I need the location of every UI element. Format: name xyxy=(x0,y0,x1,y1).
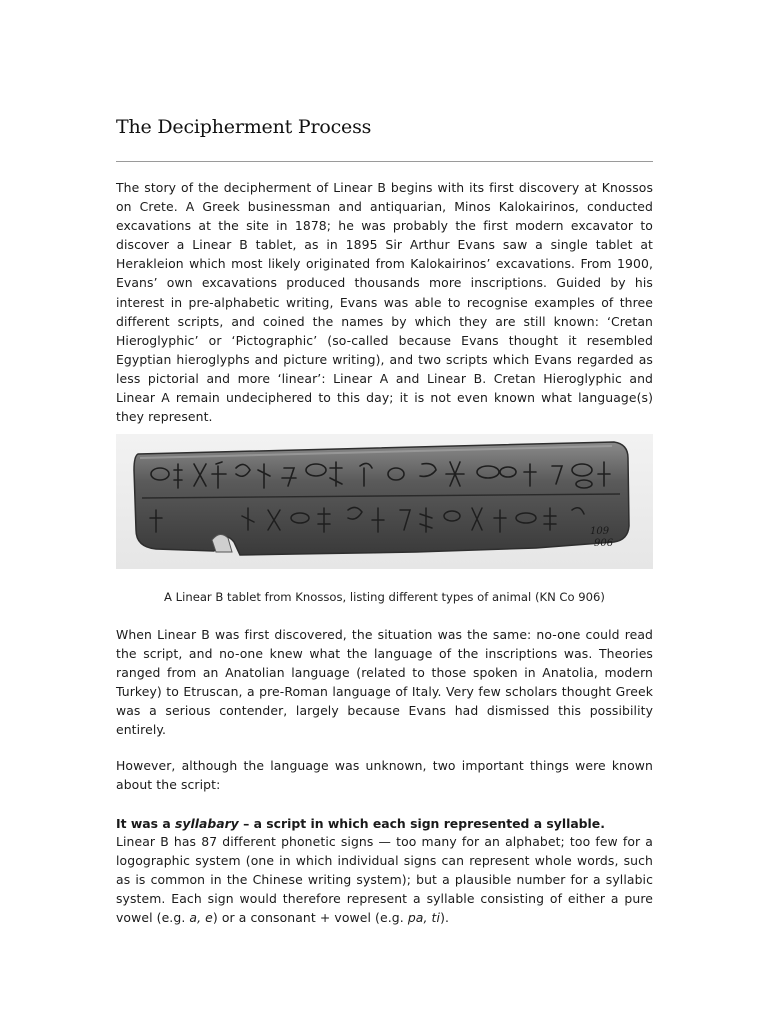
script-facts-paragraph: However, although the language was unknown, two important things were known about the script: xyxy=(116,758,653,793)
vowel-examples: a, e xyxy=(189,910,213,926)
heading-suffix: – a script in which each sign represented a syllable. xyxy=(238,816,605,831)
syllabary-text: Linear B has 87 different phonetic signs — too many for an alphabet; too few for a logographic system (one in which individual signs can represent whole words, such as is common in the Chinese writing system); but a plausible number for a syllabic system. Each sign would therefore represent a syllable consisting of either a pure vowel (e.g. xyxy=(116,834,653,926)
intro-paragraph: The story of the decipherment of Linear B begins with its first discovery at Knossos on Crete. A Greek businessman and antiquarian, Minos Kalokairinos, conducted excavations at the site in 1878; he was probably the first modern excavator to discover a Linear B tablet, as in 1895 Sir Arthur Evans saw a single tablet at Herakleion which most likely originated from Kalokairinos’ excavations. From 1900, Evans’ own excavations produced thousands more inscriptions. Guided by his interest in pre-alphabetic writing, Evans was able to recognise examples of three different scripts, and coined the names by which they are still known: ‘Cretan Hieroglyphic’ or ‘Pictographic’ (so-called because Evans thought it resembled Egyptian hieroglyphs and picture writing), and two scripts which Evans regarded as less pictorial and more ‘linear’: Linear A and Linear B. Cretan Hieroglyphic and Linear A remain undeciphered to this day; it is not even known what language(s) they represent. xyxy=(116,180,653,425)
cv-examples: pa, ti xyxy=(407,910,441,926)
syllabary-paragraph xyxy=(116,832,653,927)
tablet-figure xyxy=(116,434,653,569)
heading-term: syllabary xyxy=(175,816,239,831)
syllabary-middle: ) or a consonant + vowel (e.g. xyxy=(212,910,408,926)
figure-caption: A Linear B tablet from Knossos, listing different types of animal (KN Co 906) xyxy=(164,590,605,604)
heading-prefix: It was a xyxy=(116,816,176,831)
title-divider xyxy=(116,161,653,162)
discovery-paragraph: When Linear B was first discovered, the situation was the same: no-one could read the script, and no-one knew what the language of the inscriptions was. Theories ranged from an Anatolian language (related to those spoken in Anatolia, modern Turkey) to Etruscan, a pre-Roman language of Italy. Very few scholars thought Greek was a serious contender, largely because Evans had dismissed this possibility entirely. xyxy=(116,627,653,738)
syllabary-end: ). xyxy=(440,910,450,926)
page-title: The Decipherment Process xyxy=(116,116,372,138)
linear-b-tablet-image xyxy=(116,434,653,569)
syllabary-heading xyxy=(116,814,605,833)
tablet-number-top: 109 xyxy=(590,526,610,537)
tablet-number-bottom: 906 xyxy=(594,538,614,549)
